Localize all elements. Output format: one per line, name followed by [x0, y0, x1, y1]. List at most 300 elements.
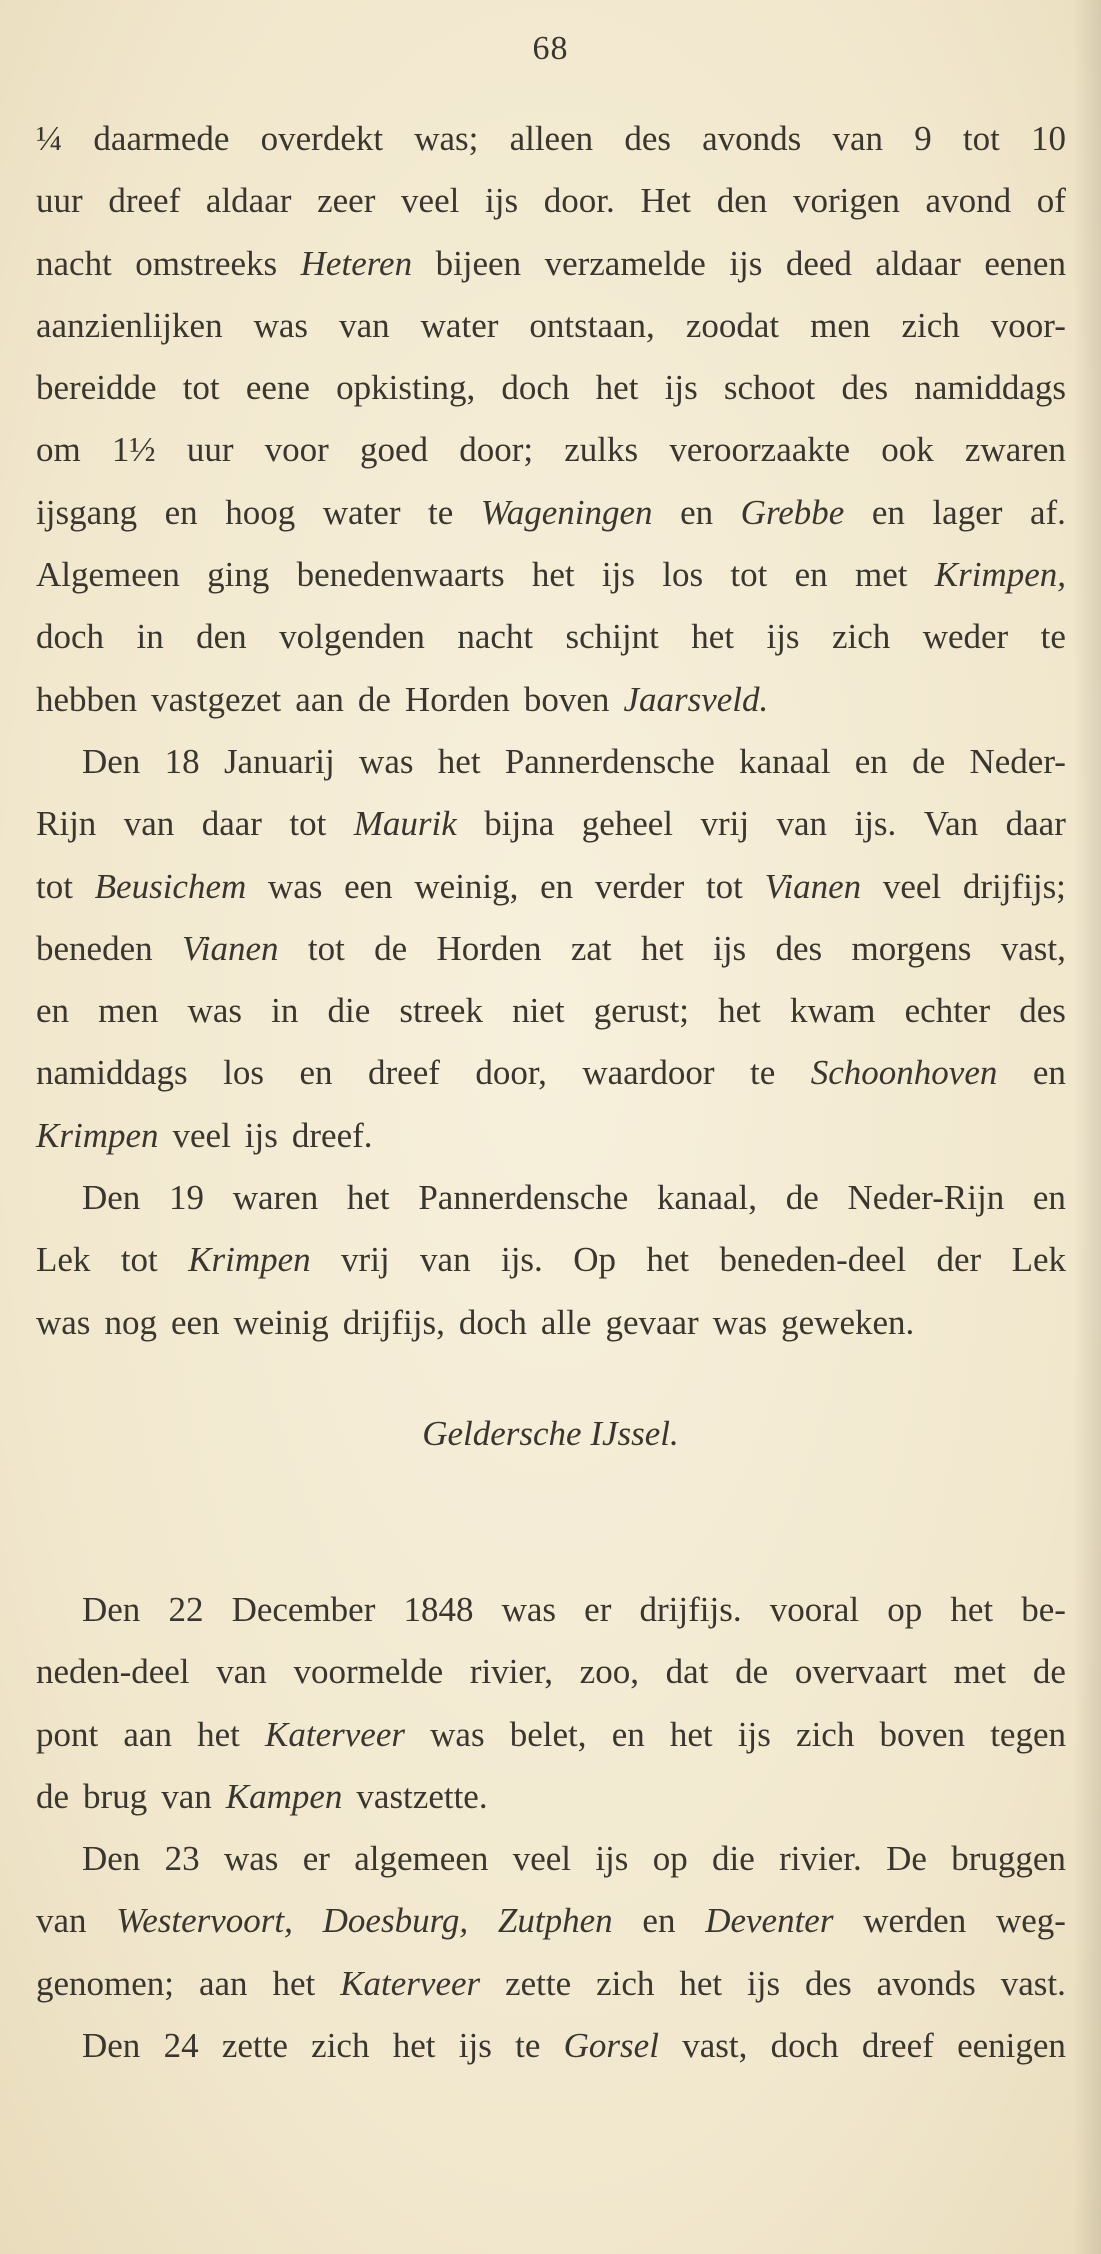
word: doch: [501, 368, 570, 408]
word: den: [716, 181, 768, 221]
word: men: [810, 305, 871, 345]
word: vast,: [682, 2026, 748, 2066]
word: het: [595, 368, 639, 408]
word: vorigen: [792, 181, 900, 221]
word: en: [642, 1901, 676, 1941]
word: op: [652, 1839, 688, 1879]
word: belet,: [509, 1714, 587, 1754]
word: echter: [904, 991, 991, 1031]
word: ijs: [485, 181, 519, 221]
word: of: [1036, 181, 1066, 221]
text-line: [36, 170, 1066, 232]
word: de: [374, 928, 408, 968]
word: Januarij: [223, 741, 335, 781]
word: van: [832, 119, 884, 158]
word: op: [887, 1590, 923, 1629]
word: Beusichem: [94, 866, 247, 906]
word: Pannerdensche: [418, 1178, 629, 1218]
word: en: [1032, 1178, 1066, 1218]
word: beneden-deel: [719, 1240, 907, 1280]
word: was: [223, 1839, 279, 1879]
word: was: [359, 741, 414, 781]
word: geheel: [581, 804, 674, 844]
word: en: [871, 492, 905, 532]
word: voormelde: [293, 1652, 444, 1692]
word: vastzette.: [356, 1776, 488, 1816]
word: van: [161, 1776, 212, 1816]
word: en: [540, 866, 574, 906]
word: December: [231, 1590, 376, 1629]
word: waardoor: [582, 1053, 715, 1093]
word: was: [187, 991, 242, 1031]
word: 1½: [111, 430, 156, 470]
text-line: [36, 731, 1066, 793]
word: tot: [307, 928, 345, 968]
word: door;: [459, 430, 534, 470]
text-line: [36, 482, 1066, 544]
word: het: [272, 1963, 316, 2003]
word: streek: [399, 991, 483, 1031]
word: door.: [543, 181, 615, 221]
word: tot: [182, 368, 220, 408]
word: avond: [925, 181, 1012, 221]
text-line: [36, 1766, 1066, 1828]
word: weinig: [233, 1302, 329, 1342]
text-line: [36, 1042, 1066, 1104]
text-line: [36, 1229, 1066, 1291]
word: in: [136, 617, 164, 657]
word: des: [841, 368, 889, 408]
word: met: [953, 1652, 1007, 1692]
word: dreef: [108, 181, 181, 221]
word: namiddags: [914, 368, 1066, 408]
word: veroorzaakte: [669, 430, 851, 470]
word: het: [669, 1714, 713, 1754]
word: ijs: [766, 617, 800, 657]
word: Pannerdensche: [504, 741, 715, 781]
word: ijs.: [854, 804, 897, 844]
word: het: [531, 555, 575, 595]
word: bruggen: [951, 1839, 1066, 1879]
section-heading: Geldersche IJssel.: [422, 1414, 679, 1453]
word: omstreeks: [135, 243, 278, 283]
word: vast,: [1000, 928, 1066, 968]
word: volgenden: [279, 617, 425, 657]
word: de: [36, 1776, 70, 1816]
word: los: [662, 555, 704, 595]
text-line: [36, 295, 1066, 357]
word: aan: [123, 1714, 172, 1754]
word: aan: [295, 679, 344, 719]
word: door,: [475, 1053, 547, 1093]
word: zich: [796, 1714, 855, 1754]
word: pont: [36, 1714, 99, 1754]
page-number: 68: [532, 30, 569, 67]
word: zette: [221, 2026, 288, 2066]
word: was: [253, 305, 309, 345]
word: zwaren: [964, 430, 1066, 470]
word: om: [36, 430, 81, 470]
word: was: [712, 1302, 768, 1342]
word: avonds: [702, 119, 802, 158]
word: Katerveer: [340, 1963, 481, 2003]
word: eene: [245, 368, 310, 408]
word: te: [428, 492, 454, 532]
text-line: [36, 1704, 1066, 1766]
word: ijs: [713, 928, 747, 968]
word: be-: [1021, 1590, 1066, 1629]
word: niet: [512, 991, 565, 1031]
word: een: [170, 1302, 220, 1342]
word: schoot: [723, 368, 816, 408]
text-line: [36, 918, 1066, 980]
text-line: [36, 1890, 1066, 1952]
word: vooral: [769, 1590, 860, 1629]
body-text-section-2: [36, 1579, 1066, 2077]
word: een: [344, 866, 393, 906]
word: verder: [594, 866, 685, 906]
text-line: [36, 233, 1066, 295]
word: ijs.: [500, 1240, 543, 1280]
word: Het: [640, 181, 692, 221]
word: was: [36, 1302, 91, 1342]
word: water: [420, 305, 499, 345]
word: Lek: [36, 1240, 91, 1280]
word: De: [886, 1839, 927, 1879]
word: Den: [82, 1839, 141, 1879]
word: Heteren: [300, 243, 413, 283]
word: ijsgang: [36, 492, 138, 532]
word: het: [197, 1714, 240, 1754]
text-line: [36, 1641, 1066, 1703]
word: Den: [82, 1178, 141, 1218]
word: was: [501, 1590, 557, 1629]
word: Katerveer: [265, 1714, 405, 1754]
word: veel: [882, 866, 942, 906]
text-line: [36, 357, 1066, 419]
word: bijna: [484, 804, 555, 844]
text-line: [36, 419, 1066, 481]
word: avonds: [876, 1963, 976, 2003]
word: voor-: [990, 305, 1066, 345]
word: kwam: [789, 991, 876, 1031]
word: des: [624, 119, 671, 158]
word: met: [854, 555, 908, 595]
word: boven: [523, 679, 610, 719]
word: was: [267, 866, 323, 906]
word: ijs: [244, 1115, 278, 1155]
word: morgens: [851, 928, 972, 968]
word: en: [611, 1714, 645, 1754]
word: nog: [104, 1302, 157, 1342]
word: Neder-Rijn: [847, 1178, 1005, 1218]
word: 9: [914, 119, 932, 158]
word: af.: [1029, 492, 1066, 532]
word: nacht: [457, 617, 534, 657]
word: dat: [665, 1652, 709, 1692]
word: Neder-: [969, 741, 1066, 781]
word: drijfijs;: [962, 866, 1066, 906]
word: den: [196, 617, 247, 657]
word: nacht: [36, 243, 112, 283]
word: aldaar: [875, 243, 961, 283]
word: vastgezet: [151, 679, 282, 719]
word: Grebbe: [740, 492, 845, 532]
word: de: [785, 1178, 819, 1218]
word: die: [712, 1839, 755, 1879]
word: Den: [82, 2026, 141, 2066]
word: ging: [207, 555, 270, 595]
word: en: [680, 492, 714, 532]
word: Krimpen: [36, 1115, 159, 1155]
word: schijnt: [565, 617, 659, 657]
word: doch: [770, 2026, 839, 2066]
word: dreef: [368, 1053, 440, 1093]
word: dreef.: [291, 1115, 373, 1155]
word: opkisting,: [336, 368, 476, 408]
word: en: [1032, 1053, 1066, 1093]
word: weg-: [995, 1901, 1066, 1941]
word: Vianen: [764, 866, 862, 906]
word: drijfijs,: [342, 1302, 445, 1342]
word: rivier,: [469, 1652, 553, 1692]
word: Westervoort,: [116, 1901, 293, 1941]
word: geweken.: [781, 1302, 915, 1342]
word: het: [640, 928, 684, 968]
word: zich: [596, 1963, 655, 2003]
text-line: [36, 108, 1066, 170]
word: was;: [414, 119, 479, 158]
text-line: [36, 544, 1066, 606]
word: daar: [1005, 804, 1066, 844]
text-line: [36, 606, 1066, 668]
word: namiddags: [36, 1053, 188, 1093]
word: voor: [264, 430, 329, 470]
word: werden: [863, 1901, 967, 1941]
word: te: [515, 2026, 541, 2066]
word: alle: [540, 1302, 592, 1342]
word: Algemeen: [36, 555, 180, 595]
word: 1848: [403, 1590, 474, 1629]
word: genomen;: [36, 1963, 175, 2003]
word: ijs: [664, 368, 698, 408]
word: van: [216, 1652, 267, 1692]
word: van: [776, 804, 828, 844]
word: Maurik: [353, 804, 457, 844]
word: en: [36, 991, 70, 1031]
word: aldaar: [205, 181, 292, 221]
word: der: [936, 1240, 982, 1280]
word: zich: [901, 305, 960, 345]
word: weder: [922, 617, 1009, 657]
word: vrij: [341, 1240, 390, 1280]
text-line: [36, 1953, 1066, 2015]
word: verzamelde: [544, 243, 706, 283]
text-line: [36, 669, 1066, 731]
word: zich: [831, 617, 891, 657]
word: veel: [401, 181, 460, 221]
word: zette: [505, 1963, 572, 2003]
word: het: [437, 741, 481, 781]
word: tot: [730, 555, 768, 595]
word: gerust;: [593, 991, 689, 1031]
word: Lek: [1011, 1240, 1066, 1280]
word: de: [357, 679, 391, 719]
word: eenen: [984, 243, 1066, 283]
word: Den: [82, 741, 141, 781]
word: aanzienlijken: [36, 305, 223, 345]
word: ijs: [595, 1839, 629, 1879]
text-line: [36, 1579, 1066, 1641]
word: aan: [198, 1963, 248, 2003]
word: het: [646, 1240, 690, 1280]
word: ijs: [737, 1714, 771, 1754]
word: het: [679, 1963, 723, 2003]
word: veel: [512, 1839, 571, 1879]
word: boven: [879, 1714, 966, 1754]
word: tot: [962, 119, 1000, 158]
word: hoog: [225, 492, 296, 532]
text-line: [36, 1105, 1066, 1167]
word: vrij: [700, 804, 750, 844]
word: er: [302, 1839, 330, 1879]
word: tot: [289, 804, 327, 844]
word: Zutphen: [497, 1901, 613, 1941]
word: Krimpen: [188, 1240, 311, 1280]
word: zeer: [317, 181, 376, 221]
word: drijfijs.: [639, 1590, 742, 1629]
word: 22: [168, 1590, 204, 1629]
word: kanaal: [739, 741, 831, 781]
word: Den: [82, 1590, 141, 1629]
word: benedenwaarts: [296, 555, 505, 595]
word: Gorsel: [563, 2026, 659, 2066]
word: overvaart: [794, 1652, 927, 1692]
word: daarmede: [93, 119, 230, 158]
word: eenigen: [957, 2026, 1066, 2066]
word: waren: [232, 1178, 319, 1218]
word: zich: [311, 2026, 370, 2066]
word: 24: [163, 2026, 199, 2066]
word: 23: [164, 1839, 200, 1879]
text-line: [36, 1167, 1066, 1229]
word: van: [339, 305, 390, 345]
word: te: [750, 1053, 776, 1093]
word: deed: [785, 243, 852, 283]
word: beneden: [36, 928, 153, 968]
text-line: [36, 1292, 1066, 1354]
word: zoodat: [685, 305, 780, 345]
text-line: [36, 793, 1066, 855]
word: Schoonhoven: [810, 1053, 998, 1093]
word: van: [420, 1240, 471, 1280]
word: er: [584, 1590, 612, 1629]
word: bijeen: [435, 243, 522, 283]
word: hebben: [36, 679, 138, 719]
word: tot: [705, 866, 743, 906]
word: vast.: [1000, 1963, 1066, 2003]
word: Krimpen,: [934, 555, 1066, 595]
word: Vianen: [181, 928, 279, 968]
word: en: [794, 555, 828, 595]
word: Kampen: [225, 1776, 343, 1816]
word: ¼: [36, 119, 63, 158]
word: 10: [1030, 119, 1066, 158]
word: 18: [164, 741, 200, 781]
word: zulks: [564, 430, 639, 470]
word: kanaal,: [656, 1178, 758, 1218]
word: Doesburg,: [322, 1901, 469, 1941]
word: uur: [36, 181, 83, 221]
word: die: [327, 991, 371, 1031]
word: des: [1019, 991, 1066, 1031]
word: Horden: [404, 679, 510, 719]
word: Jaarsveld.: [623, 679, 769, 719]
word: Horden: [436, 928, 542, 968]
word: veel: [172, 1115, 231, 1155]
word: zoo,: [579, 1652, 639, 1692]
word: lager: [932, 492, 1003, 532]
word: overdekt: [260, 119, 384, 158]
word: des: [805, 1963, 852, 2003]
body-text-section-1: [36, 108, 1066, 1354]
word: brug: [83, 1776, 148, 1816]
word: alleen: [509, 119, 594, 158]
word: het: [392, 2026, 436, 2066]
word: de: [912, 741, 946, 781]
word: algemeen: [354, 1839, 489, 1879]
word: daar: [201, 804, 262, 844]
word: Deventer: [705, 1901, 834, 1941]
word: en: [299, 1053, 333, 1093]
word: rivier.: [779, 1839, 862, 1879]
word: tot: [120, 1240, 158, 1280]
word: in: [271, 991, 299, 1031]
text-line: [36, 1828, 1066, 1890]
word: gevaar: [605, 1302, 699, 1342]
word: uur: [186, 430, 234, 470]
word: 19: [169, 1178, 204, 1218]
word: dreef: [861, 2026, 934, 2066]
page-edge-shadow: [1073, 0, 1101, 2254]
word: te: [1040, 617, 1066, 657]
word: Rijn: [36, 804, 97, 844]
word: was: [430, 1714, 485, 1754]
word: de: [1032, 1652, 1066, 1692]
word: ijs: [601, 555, 635, 595]
word: Wageningen: [480, 492, 653, 532]
word: neden-deel: [36, 1652, 190, 1692]
word: ontstaan,: [529, 305, 655, 345]
text-line: [36, 856, 1066, 918]
word: goed: [359, 430, 429, 470]
word: het: [718, 991, 761, 1031]
word: weinig,: [414, 866, 519, 906]
word: doch: [36, 617, 105, 657]
text-line: [36, 2015, 1066, 2077]
word: tot: [36, 866, 73, 906]
word: en: [854, 741, 888, 781]
word: zat: [570, 928, 612, 968]
word: van: [36, 1901, 87, 1941]
word: ook: [881, 430, 934, 470]
word: van: [123, 804, 175, 844]
word: men: [98, 991, 159, 1031]
word: ijs: [458, 2026, 492, 2066]
word: bereidde: [36, 368, 157, 408]
word: het: [950, 1590, 994, 1629]
word: los: [223, 1053, 264, 1093]
